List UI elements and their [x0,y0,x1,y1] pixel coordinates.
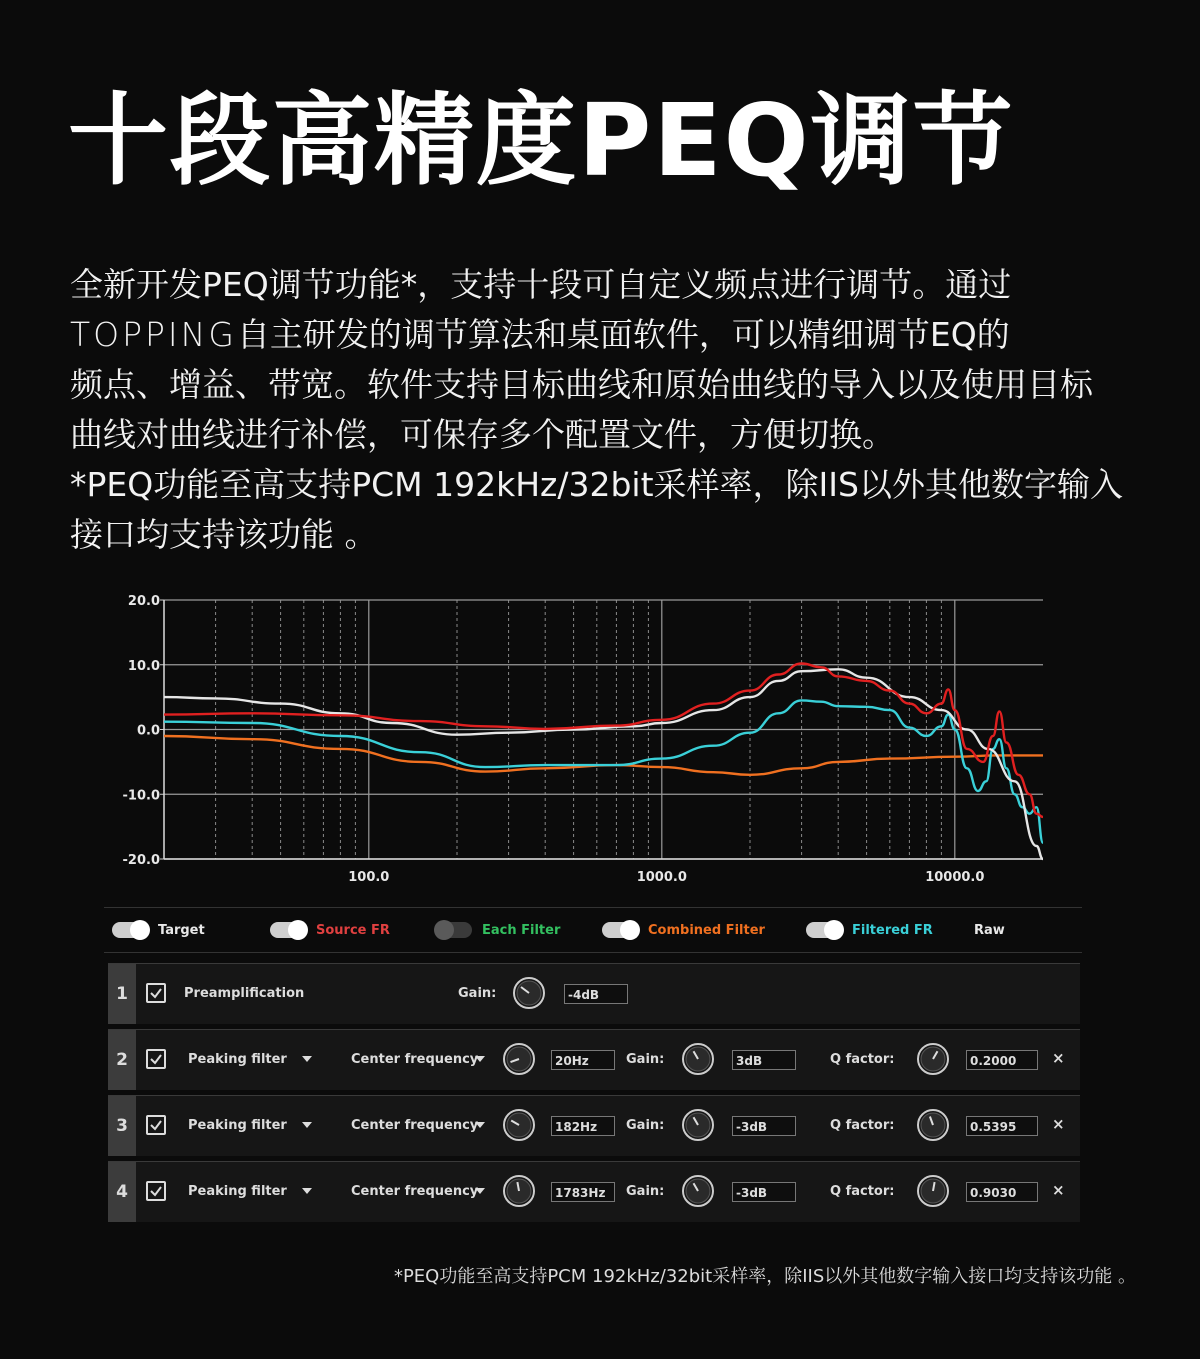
gain-label: Gain: [458,986,497,1001]
chevron-down-icon[interactable] [302,1122,312,1128]
footnote: *PEQ功能至高支持PCM 192kHz/32bit采样率，除IIS以外其他数字输入接口均支持该功能 。 [393,1266,1136,1287]
q-knob-icon[interactable] [916,1042,950,1076]
series-line-each-filter [164,736,1043,775]
filter-type-select[interactable]: Peaking filter [188,1118,287,1133]
frequency-input[interactable]: 1783Hz [551,1182,615,1202]
gain-input[interactable]: 3dB [732,1050,796,1070]
gain-input[interactable]: -4dB [564,984,628,1004]
gain-label: Gain: [626,1118,665,1133]
gain-label: Gain: [626,1184,665,1199]
close-icon[interactable]: × [1052,1115,1065,1133]
preamp-row [108,963,1080,1024]
filter-row [108,1095,1080,1156]
close-icon[interactable]: × [1052,1181,1065,1199]
y-tick-label: 10.0 [127,658,160,674]
row-index: 2 [108,1030,136,1090]
gain-knob-icon[interactable] [681,1108,715,1142]
gain-input[interactable]: -3dB [732,1182,796,1202]
page-title: 十段高精度PEQ调节 [68,82,1015,199]
close-icon[interactable]: × [1052,1049,1065,1067]
gain-label: Gain: [626,1052,665,1067]
x-tick-label: 10000.0 [925,870,985,885]
filter-type-select[interactable]: Peaking filter [188,1052,287,1067]
legend-bar [104,907,1082,953]
legend-label: Each Filter [482,922,561,938]
y-tick-label: 20.0 [127,594,160,609]
legend-label: Filtered FR [852,922,933,938]
q-input[interactable]: 0.9030 [966,1182,1038,1202]
x-tick-label: 1000.0 [636,870,687,885]
gain-knob-icon[interactable] [681,1042,715,1076]
toggle-icon[interactable] [806,922,842,938]
param-select[interactable]: Center frequency [351,1184,479,1199]
chevron-down-icon[interactable] [302,1188,312,1194]
param-select[interactable]: Center frequency [351,1052,479,1067]
toggle-icon[interactable] [270,922,306,938]
enable-checkbox[interactable] [146,1115,166,1135]
q-knob-icon[interactable] [916,1108,950,1142]
param-select[interactable]: Center frequency [351,1118,479,1133]
chart-svg [100,585,1080,895]
q-label: Q factor: [830,1118,895,1133]
filter-row [108,1029,1080,1090]
legend-label: Raw [974,922,1005,938]
frequency-response-chart [100,585,1080,895]
description-line: 接口均支持该功能 。 [70,515,378,554]
enable-checkbox[interactable] [146,1181,166,1201]
toggle-icon[interactable] [602,922,638,938]
description-line: 全新开发PEQ调节功能*，支持十段可自定义频点进行调节。通过 [70,265,1012,304]
row-index: 1 [108,964,136,1024]
description-line: *PEQ功能至高支持PCM 192kHz/32bit采样率，除IIS以外其他数字输入 [70,465,1123,504]
legend-combined-filter[interactable] [602,908,765,952]
x-tick-label: 100.0 [348,870,390,885]
description-line [70,310,1150,360]
legend-each-filter[interactable] [436,908,560,952]
description [70,260,1150,560]
preamp-label: Preamplification [184,986,305,1001]
legend-label: Combined Filter [648,922,765,938]
y-tick-label: -10.0 [122,788,160,804]
legend-target[interactable] [112,908,205,952]
legend-filtered-fr[interactable] [806,908,933,952]
q-knob-icon[interactable] [916,1174,950,1208]
frequency-input[interactable]: 182Hz [551,1116,615,1136]
q-label: Q factor: [830,1052,895,1067]
enable-checkbox[interactable] [146,1049,166,1069]
gain-input[interactable]: -3dB [732,1116,796,1136]
chevron-down-icon[interactable] [475,1056,485,1062]
toggle-icon[interactable] [436,922,472,938]
chevron-down-icon[interactable] [475,1188,485,1194]
y-tick-label: -20.0 [122,853,160,868]
filter-type-select[interactable]: Peaking filter [188,1184,287,1199]
filter-row [108,1161,1080,1222]
frequency-knob-icon[interactable] [502,1108,536,1142]
gain-knob-icon[interactable] [512,976,546,1010]
description-line: 频点、增益、带宽。软件支持目标曲线和原始曲线的导入以及使用目标 [70,365,1093,404]
chevron-down-icon[interactable] [302,1056,312,1062]
y-tick-label: 0.0 [136,723,160,739]
legend-source-fr[interactable] [270,908,390,952]
series-line-filtered-fr [164,700,1043,842]
chevron-down-icon[interactable] [475,1122,485,1128]
q-label: Q factor: [830,1184,895,1199]
description-line: 曲线对曲线进行补偿，可保存多个配置文件，方便切换。 [70,415,895,454]
frequency-knob-icon[interactable] [502,1174,536,1208]
brand-name: TOPPING [70,315,237,354]
toggle-icon[interactable] [112,922,148,938]
enable-checkbox[interactable] [146,983,166,1003]
legend-raw[interactable] [974,908,1005,952]
legend-label: Target [158,922,205,938]
legend-label: Source FR [316,922,390,938]
gain-knob-icon[interactable] [681,1174,715,1208]
row-index: 4 [108,1162,136,1222]
frequency-knob-icon[interactable] [502,1042,536,1076]
row-index: 3 [108,1096,136,1156]
frequency-input[interactable]: 20Hz [551,1050,615,1070]
q-input[interactable]: 0.2000 [966,1050,1038,1070]
description-text: 自主研发的调节算法和桌面软件，可以精细调节EQ的 [236,315,1010,354]
q-input[interactable]: 0.5395 [966,1116,1038,1136]
